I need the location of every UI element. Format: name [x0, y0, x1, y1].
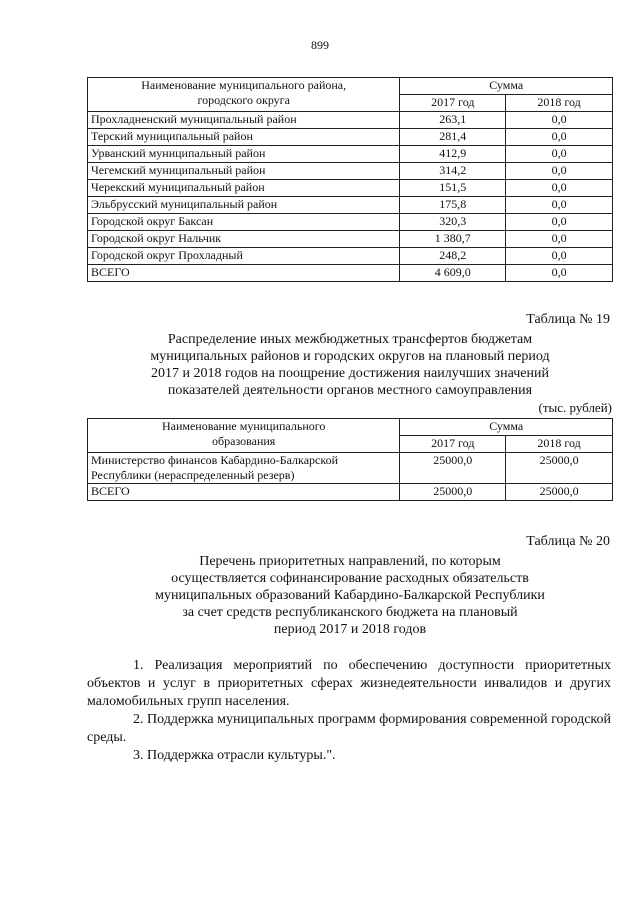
header-name-cell — [88, 419, 400, 453]
row-2017: 248,2 — [400, 248, 506, 265]
title-line: Распределение иных межбюджетных трансфертов бюджетам — [167, 332, 533, 347]
row-2017: 314,2 — [400, 163, 506, 180]
row-name: Прохладненский муниципальный район — [88, 112, 400, 129]
table-20-label: Таблица № 20 — [526, 534, 610, 549]
table-row — [88, 129, 613, 146]
header-name-line-1: Наименование муниципального — [161, 419, 326, 433]
title-line: показателей деятельности органов местного самоуправления — [167, 383, 533, 398]
header-name-cell — [88, 78, 400, 112]
row-2018: 0,0 — [506, 112, 613, 129]
row-name: Терский муниципальный район — [88, 129, 400, 146]
header-sum: Сумма — [400, 419, 613, 436]
row-2018: 0,0 — [506, 248, 613, 265]
table-19-label: Таблица № 19 — [526, 312, 610, 327]
row-name: Городской округ Баксан — [88, 214, 400, 231]
table-row — [88, 146, 613, 163]
row-2017: 263,1 — [400, 112, 506, 129]
row-2018: 0,0 — [506, 231, 613, 248]
row-2018: 0,0 — [506, 146, 613, 163]
header-year-2017: 2017 год — [400, 95, 506, 112]
table-row — [88, 112, 613, 129]
row-name: Чегемский муниципальный район — [88, 163, 400, 180]
transfers-table-continued — [87, 77, 613, 282]
row-name: Городской округ Нальчик — [88, 231, 400, 248]
table-19-title — [87, 331, 613, 399]
row-name: Городской округ Прохладный — [88, 248, 400, 265]
title-line: 2017 и 2018 годов на поощрение достижения наилучших значений — [151, 366, 549, 381]
table-total-row — [88, 484, 613, 501]
priority-item-3: 3. Поддержка отрасли культуры.". — [133, 748, 336, 763]
row-2017: 1 380,7 — [400, 231, 506, 248]
header-name-line-1: Наименование муниципального района, — [141, 78, 347, 92]
row-2018: 25000,0 — [506, 453, 613, 484]
row-2018: 0,0 — [506, 163, 613, 180]
row-name: Урванский муниципальный район — [88, 146, 400, 163]
total-label: ВСЕГО — [88, 265, 400, 282]
row-2017: 281,4 — [400, 129, 506, 146]
title-line: за счет средств республиканского бюджета на плановый — [182, 605, 518, 620]
row-2017: 320,3 — [400, 214, 506, 231]
total-2017: 25000,0 — [400, 484, 506, 501]
table-row — [88, 180, 613, 197]
title-line: муниципальных районов и городских округов на плановый период — [150, 349, 550, 364]
title-line: период 2017 и 2018 годов — [273, 622, 427, 637]
row-2018: 0,0 — [506, 129, 613, 146]
total-2018: 25000,0 — [506, 484, 613, 501]
header-year-2017: 2017 год — [400, 436, 506, 453]
page-number: 899 — [311, 38, 329, 52]
table-row — [88, 248, 613, 265]
row-2017: 25000,0 — [400, 453, 506, 484]
row-2017: 412,9 — [400, 146, 506, 163]
table-total-row — [88, 265, 613, 282]
table-row — [88, 163, 613, 180]
header-name-line-2: образования — [212, 434, 276, 448]
title-line: муниципальных образований Кабардино-Балкарской Республики — [155, 588, 545, 603]
row-2017: 151,5 — [400, 180, 506, 197]
row-name: Черекский муниципальный район — [88, 180, 400, 197]
row-name: Эльбрусский муниципальный район — [88, 197, 400, 214]
header-sum: Сумма — [400, 78, 613, 95]
total-2017: 4 609,0 — [400, 265, 506, 282]
row-2017: 175,8 — [400, 197, 506, 214]
row-name: Министерство финансов Кабардино-Балкарской Республики (нераспределенный резерв) — [88, 453, 400, 484]
units-label: (тыс. рублей) — [538, 400, 612, 415]
table-row — [88, 197, 613, 214]
title-line: осуществляется софинансирование расходных обязательств — [171, 571, 529, 586]
table-row — [88, 453, 613, 484]
row-2018: 0,0 — [506, 197, 613, 214]
header-name-line-2: городского округа — [197, 93, 290, 107]
table-row — [88, 214, 613, 231]
table-19 — [87, 418, 613, 501]
total-label: ВСЕГО — [88, 484, 400, 501]
table-row — [88, 231, 613, 248]
priority-item-1: 1. Реализация мероприятий по обеспечению доступности приоритетных объектов и услуг в приоритетных сферах жизнедеятельности инвалидов и других маломобильных групп населения. — [87, 658, 611, 709]
header-year-2018: 2018 год — [506, 95, 613, 112]
total-2018: 0,0 — [506, 265, 613, 282]
row-2018: 0,0 — [506, 214, 613, 231]
priority-item-2: 2. Поддержка муниципальных программ формирования современной городской среды. — [87, 712, 612, 745]
row-2018: 0,0 — [506, 180, 613, 197]
title-line: Перечень приоритетных направлений, по которым — [199, 554, 501, 569]
header-year-2018: 2018 год — [506, 436, 613, 453]
table-20-title — [87, 553, 613, 638]
